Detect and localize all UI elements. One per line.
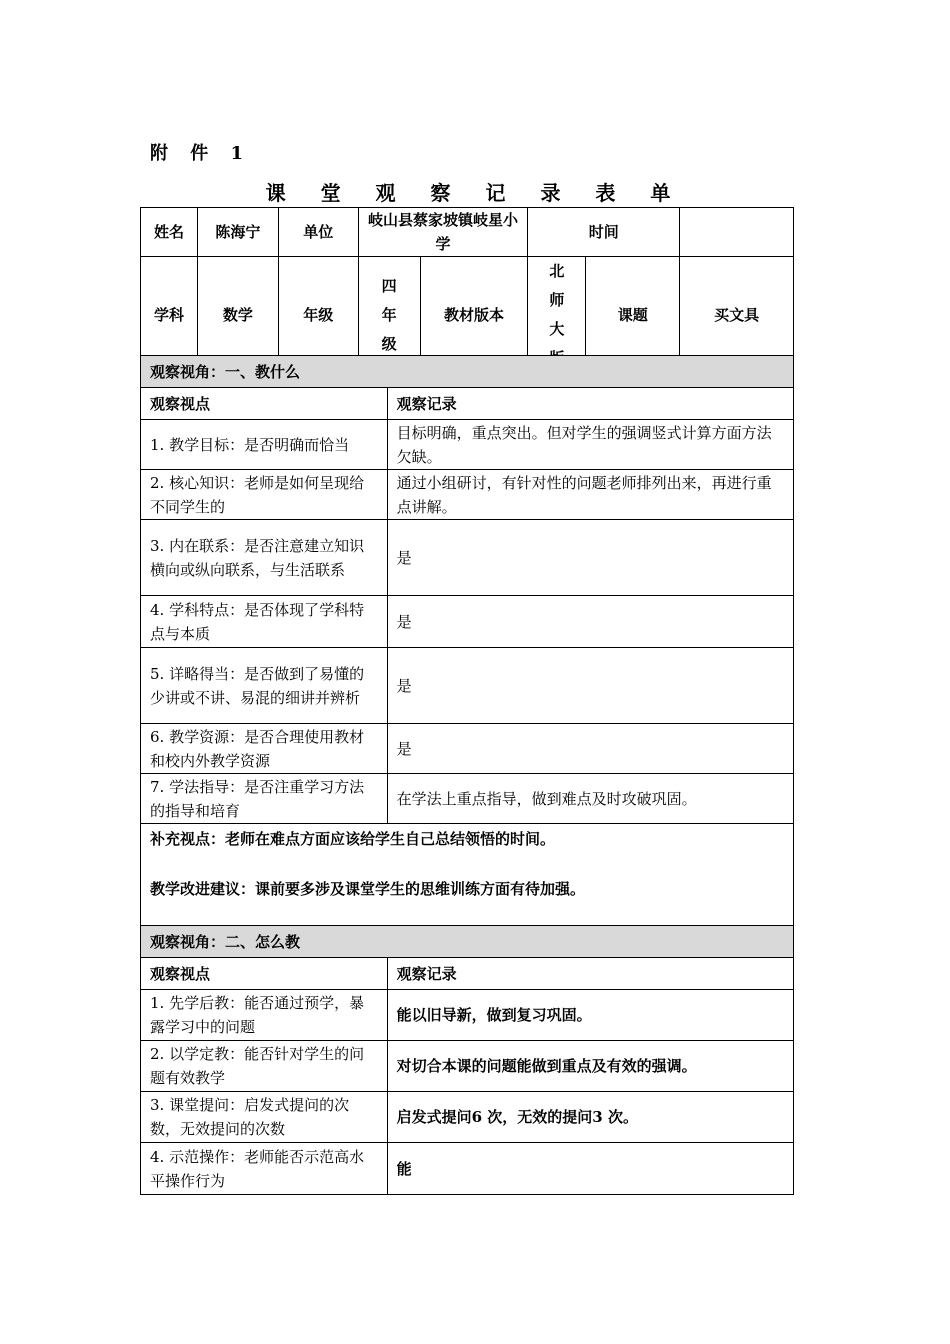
supplement-cell — [141, 824, 794, 926]
time-value — [680, 208, 794, 257]
point-cell: 3. 课堂提问：启发式提问的次数，无效提问的次数 — [141, 1092, 388, 1143]
section1-title: 观察视角：一、教什么 — [141, 356, 794, 388]
grade-char: 四 — [381, 276, 397, 295]
table-row — [141, 420, 794, 470]
section2-col-point: 观察视点 — [141, 958, 388, 990]
table-row — [141, 1041, 794, 1092]
table-row — [141, 990, 794, 1041]
record-cell: 目标明确，重点突出。但对学生的强调竖式计算方面方法欠缺。 — [387, 420, 793, 470]
name-value: 陈海宁 — [197, 208, 278, 257]
section1-col-point: 观察视点 — [141, 388, 388, 420]
table-row — [141, 648, 794, 724]
table-row — [141, 1092, 794, 1143]
point-cell: 3. 内在联系：是否注意建立知识横向或纵向联系，与生活联系 — [141, 520, 388, 596]
record-cell: 是 — [387, 596, 793, 648]
section2-col-record: 观察记录 — [387, 958, 793, 990]
point-cell: 2. 以学定教：能否针对学生的问题有效教学 — [141, 1041, 388, 1092]
grade-char: 年 — [381, 305, 397, 324]
point-cell: 4. 学科特点：是否体现了学科特点与本质 — [141, 596, 388, 648]
point-cell: 7. 学法指导：是否注重学习方法的指导和培育 — [141, 774, 388, 824]
edition-char: 北 — [549, 262, 565, 280]
record-cell: 能以旧导新，做到复习巩固。 — [387, 990, 793, 1041]
table-row — [141, 520, 794, 596]
point-cell: 5. 详略得当：是否做到了易懂的少讲或不讲、易混的细讲并辨析 — [141, 648, 388, 724]
suggestion-text: 教学改进建议：课前要多涉及课堂学生的思维训练方面有待加强。 — [150, 880, 586, 898]
section1-col-record: 观察记录 — [387, 388, 793, 420]
record-cell: 是 — [387, 520, 793, 596]
table-row — [141, 470, 794, 520]
point-cell: 1. 教学目标：是否明确而恰当 — [141, 420, 388, 470]
edition-label: 教材版本 — [420, 257, 528, 374]
grade-char: 级 — [381, 334, 397, 353]
point-cell: 1. 先学后教：能否通过预学，暴露学习中的问题 — [141, 990, 388, 1041]
form-title: 课 堂 观 察 记 录 表 单 — [265, 181, 685, 205]
unit-label: 单位 — [278, 208, 358, 257]
table-row — [141, 774, 794, 824]
record-cell: 启发式提问6 次，无效的提问3 次。 — [387, 1092, 793, 1143]
table-row — [141, 596, 794, 648]
header-table — [140, 207, 794, 374]
record-cell: 通过小组研讨，有针对性的问题老师排列出来，再进行重点讲解。 — [387, 470, 793, 520]
section2-title: 观察视角：二、怎么教 — [141, 926, 794, 958]
record-cell: 在学法上重点指导，做到难点及时攻破巩固。 — [387, 774, 793, 824]
time-label: 时间 — [528, 208, 680, 257]
name-label: 姓名 — [141, 208, 198, 257]
edition-char: 师 — [549, 291, 565, 309]
record-cell: 是 — [387, 724, 793, 774]
edition-char: 版 — [549, 349, 565, 367]
point-cell: 2. 核心知识：老师是如何呈现给不同学生的 — [141, 470, 388, 520]
attachment-label: 附 件 1 — [150, 143, 252, 164]
edition-char: 大 — [549, 320, 565, 338]
point-cell: 4. 示范操作：老师能否示范高水平操作行为 — [141, 1143, 388, 1195]
grade-label: 年级 — [278, 257, 358, 374]
topic-value: 买文具 — [680, 257, 794, 374]
subject-label: 学科 — [141, 257, 198, 374]
table-row — [141, 1143, 794, 1195]
supplement-text: 补充视点：老师在难点方面应该给学生自己总结领悟的时间。 — [150, 830, 556, 848]
unit-value: 岐山县蔡家坡镇岐星小学 — [358, 208, 528, 257]
record-cell: 对切合本课的问题能做到重点及有效的强调。 — [387, 1041, 793, 1092]
table-row — [141, 724, 794, 774]
topic-label: 课题 — [586, 257, 680, 374]
observation-table — [140, 355, 794, 1195]
point-cell: 6. 教学资源：是否合理使用教材和校内外教学资源 — [141, 724, 388, 774]
subject-value: 数学 — [197, 257, 278, 374]
record-cell: 能 — [387, 1143, 793, 1195]
record-cell: 是 — [387, 648, 793, 724]
